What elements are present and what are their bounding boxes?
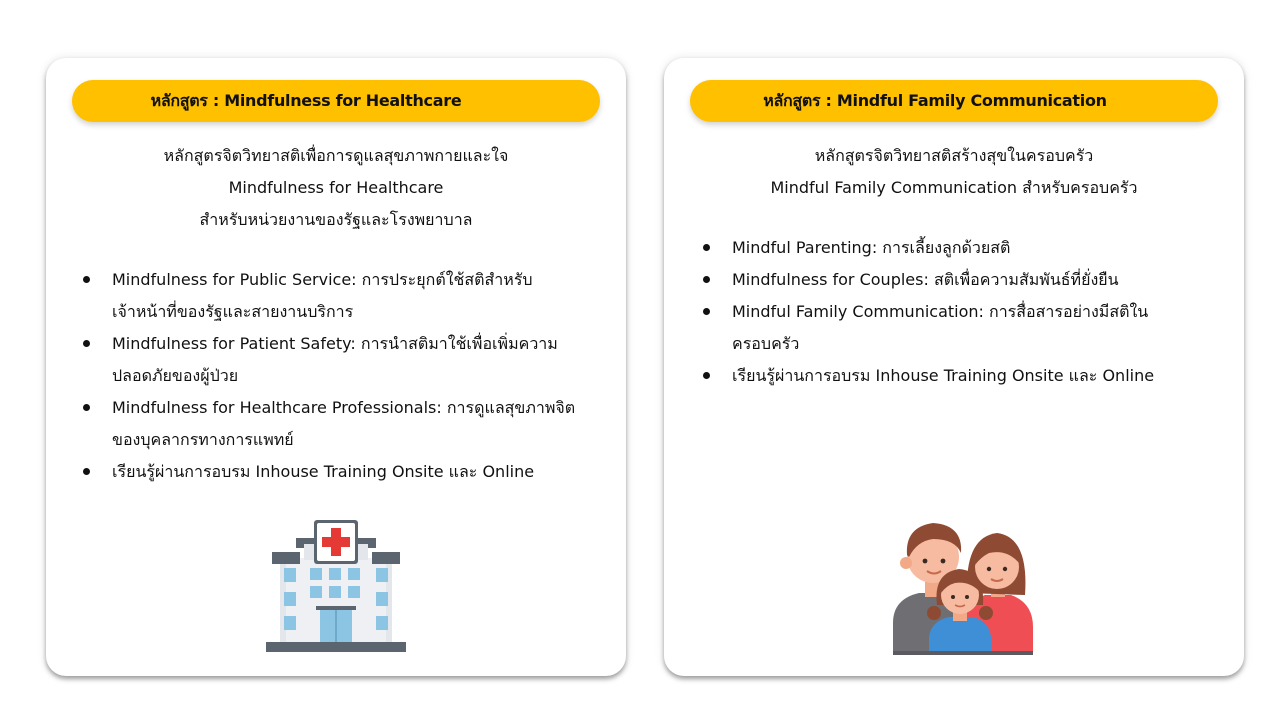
- list-item-line: Mindfulness for Patient Safety: การนำสติมาใช้เพื่อเพิ่มความ: [112, 334, 558, 353]
- list-item-line: Mindfulness for Healthcare Professionals: การดูแลสุขภาพจิต: [112, 398, 576, 417]
- course-intro: [664, 140, 1244, 204]
- list-item-line: เรียนรู้ผ่านการอบรม Inhouse Training Onsite และ Online: [732, 366, 1155, 385]
- list-item: [80, 456, 600, 488]
- course-intro: [46, 140, 626, 236]
- list-item: [80, 264, 600, 328]
- list-item-line: ครอบครัว: [732, 334, 800, 353]
- list-item: [700, 296, 1220, 360]
- list-item: [80, 392, 600, 456]
- bullet-icon: [83, 276, 90, 283]
- intro-line: สำหรับหน่วยงานของรัฐและโรงพยาบาล: [199, 210, 473, 229]
- bullet-icon: [703, 308, 710, 315]
- course-card-family: [664, 58, 1244, 676]
- course-title-prefix: หลักสูตร :: [763, 90, 837, 110]
- intro-line: หลักสูตรจิตวิทยาสติสร้างสุขในครอบครัว: [814, 146, 1094, 165]
- hospital-icon: [266, 518, 406, 654]
- course-title-prefix: หลักสูตร :: [150, 90, 225, 110]
- course-title-name: Mindfulness for Healthcare: [224, 90, 462, 110]
- course-topic-list: [700, 232, 1220, 392]
- list-item: [80, 328, 600, 392]
- bullet-icon: [83, 468, 90, 475]
- bullet-icon: [703, 372, 710, 379]
- course-title-pill: [690, 80, 1218, 122]
- intro-line: Mindful Family Communication สำหรับครอบครัว: [770, 178, 1138, 197]
- bullet-icon: [83, 340, 90, 347]
- list-item-line: Mindful Parenting: การเลี้ยงลูกด้วยสติ: [732, 238, 1011, 257]
- list-item-line: เจ้าหน้าที่ของรัฐและสายงานบริการ: [112, 302, 354, 321]
- list-item: [700, 360, 1220, 392]
- course-title: [763, 89, 1106, 114]
- list-item-line: เรียนรู้ผ่านการอบรม Inhouse Training Onsite และ Online: [112, 462, 535, 481]
- list-item: [700, 232, 1220, 264]
- family-icon: [889, 513, 1039, 655]
- bullet-icon: [703, 244, 710, 251]
- intro-line: หลักสูตรจิตวิทยาสติเพื่อการดูแลสุขภาพกายและใจ: [163, 146, 509, 165]
- course-card-healthcare: [46, 58, 626, 676]
- list-item-line: ปลอดภัยของผู้ป่วย: [112, 366, 239, 385]
- course-title: [151, 89, 462, 114]
- list-item-line: Mindfulness for Couples: สติเพื่อความสัมพันธ์ที่ยั่งยืน: [732, 270, 1119, 289]
- course-title-pill: [72, 80, 600, 122]
- list-item-line: Mindful Family Communication: การสื่อสารอย่างมีสติใน: [732, 302, 1149, 321]
- course-topic-list: [80, 264, 600, 488]
- course-title-name: Mindful Family Communication: [836, 90, 1107, 110]
- list-item-line: Mindfulness for Public Service: การประยุกต์ใช้สติสำหรับ: [112, 270, 533, 289]
- intro-line: Mindfulness for Healthcare: [228, 178, 444, 197]
- list-item-line: ของบุคลากรทางการแพทย์: [112, 430, 294, 449]
- bullet-icon: [703, 276, 710, 283]
- bullet-icon: [83, 404, 90, 411]
- list-item: [700, 264, 1220, 296]
